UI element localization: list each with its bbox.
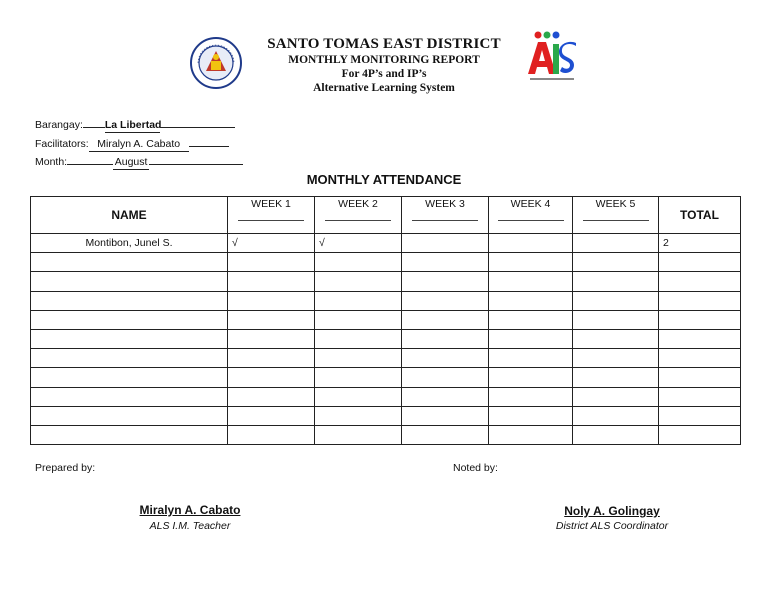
week-3-cell [402, 234, 489, 253]
facilitators-field [35, 136, 229, 152]
empty-cell [31, 387, 228, 406]
empty-cell [489, 387, 573, 406]
table-row [31, 368, 741, 387]
empty-cell [31, 329, 228, 348]
empty-cell [573, 387, 659, 406]
empty-cell [315, 291, 402, 310]
prepared-by-name: Miralyn A. Cabato [139, 503, 241, 517]
table-row [31, 253, 741, 272]
empty-cell [489, 406, 573, 425]
empty-cell [573, 310, 659, 329]
week-3-header [402, 197, 489, 234]
report-header [250, 35, 518, 95]
week-4-header [489, 197, 573, 234]
table-row [31, 387, 741, 406]
name-column-header: NAME [31, 197, 228, 234]
empty-cell [228, 425, 315, 444]
deped-seal-logo [190, 37, 242, 89]
month-label: Month: [35, 156, 68, 168]
empty-cell [228, 349, 315, 368]
table-row [31, 349, 741, 368]
week-4-label: WEEK 4 [510, 198, 551, 210]
report-title: MONTHLY MONITORING REPORT [288, 54, 480, 66]
empty-cell [402, 368, 489, 387]
empty-cell [489, 329, 573, 348]
empty-cell [659, 349, 741, 368]
week-1-cell: √ [228, 234, 315, 253]
week-2-label: WEEK 2 [338, 198, 378, 210]
attendance-title: MONTHLY ATTENDANCE [306, 172, 462, 187]
barangay-field [35, 117, 235, 133]
noted-by-name: Noly A. Golingay [564, 504, 660, 518]
empty-cell [402, 425, 489, 444]
empty-cell [659, 329, 741, 348]
empty-cell [402, 291, 489, 310]
empty-cell [228, 387, 315, 406]
empty-cell [573, 406, 659, 425]
barangay-value: La Libertad [104, 119, 162, 131]
week-3-label: WEEK 3 [425, 198, 465, 210]
empty-cell [402, 272, 489, 291]
empty-cell [31, 425, 228, 444]
empty-cell [489, 425, 573, 444]
empty-cell [659, 368, 741, 387]
week-2-cell: √ [315, 234, 402, 253]
empty-cell [659, 310, 741, 329]
empty-cell [659, 253, 741, 272]
empty-cell [659, 387, 741, 406]
report-for-line: For 4P’s and IP’s [341, 68, 427, 80]
als-logo [526, 30, 578, 84]
empty-cell [315, 425, 402, 444]
empty-cell [573, 291, 659, 310]
week-5-header [573, 197, 659, 234]
empty-cell [402, 387, 489, 406]
empty-cell [315, 329, 402, 348]
empty-cell [489, 253, 573, 272]
barangay-label: Barangay: [35, 119, 83, 131]
noted-by-role: District ALS Coordinator [555, 520, 669, 532]
total-cell: 2 [659, 234, 741, 253]
empty-cell [315, 272, 402, 291]
empty-cell [659, 406, 741, 425]
empty-cell [228, 329, 315, 348]
empty-cell [31, 253, 228, 272]
empty-cell [402, 253, 489, 272]
program-name: Alternative Learning System [313, 82, 455, 94]
empty-cell [402, 406, 489, 425]
week-1-label: WEEK 1 [251, 198, 291, 210]
empty-cell [315, 387, 402, 406]
empty-cell [573, 425, 659, 444]
empty-cell [228, 272, 315, 291]
facilitators-label: Facilitators: [35, 138, 89, 150]
empty-cell [315, 310, 402, 329]
empty-cell [315, 253, 402, 272]
empty-cell [489, 368, 573, 387]
empty-cell [659, 291, 741, 310]
table-header-row [31, 197, 741, 234]
empty-cell [402, 310, 489, 329]
empty-cell [489, 310, 573, 329]
empty-cell [659, 425, 741, 444]
empty-cell [402, 349, 489, 368]
empty-cell [315, 368, 402, 387]
facilitators-value: Miralyn A. Cabato [89, 138, 189, 152]
empty-cell [659, 272, 741, 291]
empty-cell [489, 291, 573, 310]
empty-cell [489, 349, 573, 368]
empty-cell [573, 368, 659, 387]
week-5-label: WEEK 5 [595, 198, 636, 210]
month-field [35, 154, 243, 170]
district-title: SANTO TOMAS EAST DISTRICT [267, 36, 501, 52]
empty-cell [228, 291, 315, 310]
total-column-header: TOTAL [659, 197, 741, 234]
prepared-by-role: ALS I.M. Teacher [149, 520, 231, 532]
table-row [31, 234, 741, 253]
empty-cell [573, 349, 659, 368]
table-row [31, 425, 741, 444]
empty-cell [31, 406, 228, 425]
table-row [31, 291, 741, 310]
empty-cell [31, 272, 228, 291]
empty-cell [573, 253, 659, 272]
empty-cell [489, 272, 573, 291]
week-1-header [228, 197, 315, 234]
empty-cell [228, 368, 315, 387]
table-row [31, 406, 741, 425]
noted-by-label: Noted by: [453, 462, 498, 474]
empty-cell [228, 253, 315, 272]
week-2-header [315, 197, 402, 234]
month-value: August [114, 156, 148, 168]
empty-cell [31, 291, 228, 310]
empty-cell [228, 406, 315, 425]
empty-cell [573, 272, 659, 291]
prepared-by-label: Prepared by: [35, 462, 96, 474]
empty-cell [402, 329, 489, 348]
attendance-table [30, 196, 741, 445]
table-row [31, 272, 741, 291]
empty-cell [573, 329, 659, 348]
empty-cell [315, 349, 402, 368]
table-row [31, 329, 741, 348]
student-name-cell: Montibon, Junel S. [31, 234, 228, 253]
empty-cell [315, 406, 402, 425]
week-5-cell [573, 234, 659, 253]
empty-cell [31, 349, 228, 368]
empty-cell [228, 310, 315, 329]
empty-cell [31, 368, 228, 387]
empty-cell [31, 310, 228, 329]
table-row [31, 310, 741, 329]
week-4-cell [489, 234, 573, 253]
